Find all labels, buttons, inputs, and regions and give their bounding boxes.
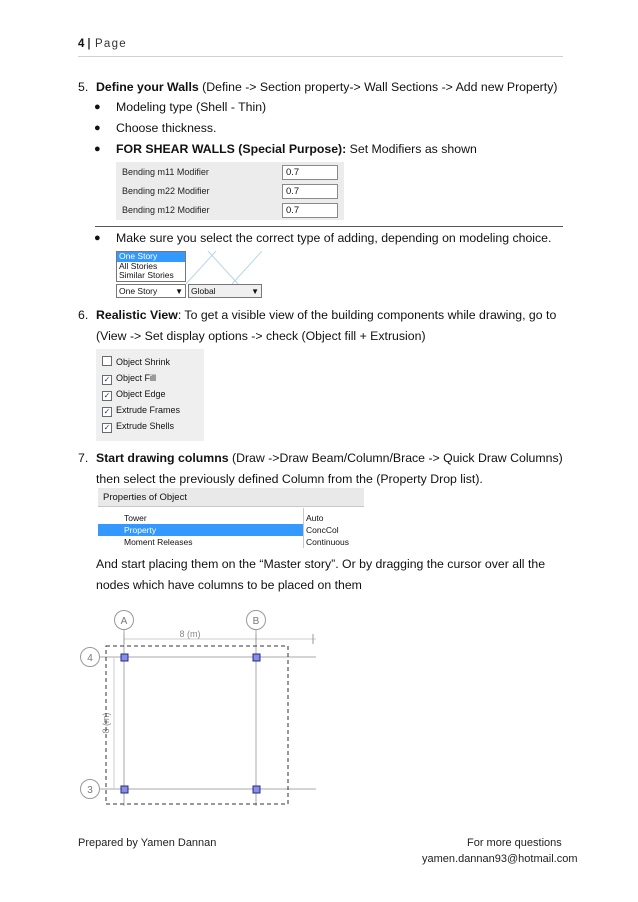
display-options-panel — [96, 349, 204, 441]
bullet-text: Make sure you select the correct type of adding, depending on modeling choice. — [116, 231, 552, 245]
modifiers-panel — [116, 162, 344, 220]
footer-author: Prepared by Yamen Dannan — [78, 837, 217, 849]
column-grid-drawing — [76, 606, 326, 806]
section-6-number: 6. — [78, 308, 89, 322]
grid-label-3: 3 — [87, 785, 93, 796]
checkbox-icon[interactable] — [102, 356, 112, 366]
property-value[interactable]: ConcCol — [304, 524, 364, 536]
footer-email[interactable]: yamen.dannan93@hotmail.com — [422, 853, 578, 865]
bullet-icon: ● — [94, 143, 101, 155]
page-header — [78, 38, 127, 50]
property-key: Tower — [124, 513, 147, 523]
option-label: Extrude Shells — [116, 421, 175, 431]
section-7-line2: then select the previously defined Column from the (Property Drop list). — [96, 472, 483, 486]
option-label: Extrude Frames — [116, 405, 181, 415]
modifier-input[interactable]: 0.7 — [282, 165, 338, 180]
option-object-shrink[interactable] — [102, 356, 170, 370]
option-extrude-shells[interactable] — [102, 420, 174, 434]
property-key: Property — [124, 525, 157, 535]
option-extrude-frames[interactable] — [102, 404, 180, 418]
properties-panel — [98, 488, 364, 548]
shear-walls-bold: FOR SHEAR WALLS (Special Purpose): — [116, 142, 347, 156]
page-number: 4 — [78, 38, 85, 50]
section-6-title: Realistic View — [96, 308, 178, 322]
section-5-path: (Define -> Section property-> Wall Sections -> Add new Property) — [198, 80, 558, 94]
property-value: Auto — [306, 513, 324, 523]
section-5-number: 5. — [78, 80, 89, 94]
bullet-icon: ● — [94, 232, 101, 244]
properties-divider — [303, 508, 304, 548]
coordinate-select[interactable] — [188, 284, 262, 298]
header-separator: | — [87, 38, 92, 50]
modifier-input[interactable]: 0.7 — [282, 203, 338, 218]
property-row-property[interactable] — [98, 524, 364, 536]
checkbox-checked-icon[interactable]: ✓ — [103, 375, 111, 384]
page-word: Page — [94, 38, 127, 50]
property-value: Continuous — [306, 537, 350, 547]
section-6-line1: : To get a visible view of the building components while drawing, go to — [177, 308, 557, 322]
properties-title: Properties of Object — [98, 488, 364, 507]
coordinate-select-value: Global — [191, 286, 216, 296]
section-7-title: Start drawing columns — [96, 451, 229, 465]
property-row-moment-releases[interactable] — [98, 536, 364, 548]
dropdown-arrow-icon: ▼ — [175, 287, 183, 296]
story-select[interactable] — [116, 284, 186, 298]
modifier-label: Bending m22 Modifier — [122, 186, 210, 196]
property-key: Moment Releases — [124, 537, 193, 547]
section-7-line4: nodes which have columns to be placed on them — [96, 578, 362, 592]
option-label: Object Shrink — [116, 357, 171, 367]
section-7-line3: And start placing them on the “Master story”. Or by dragging the cursor over all the — [96, 557, 546, 571]
option-one-story[interactable]: One Story — [117, 252, 185, 262]
modifier-row-m11 — [116, 163, 344, 182]
modifier-label: Bending m12 Modifier — [122, 205, 210, 215]
property-row-tower[interactable] — [98, 512, 364, 524]
shear-walls-text: Set Modifiers as shown — [346, 142, 477, 156]
grid-label-b: B — [252, 616, 260, 627]
background-lines — [186, 251, 262, 284]
grid-label-4: 4 — [87, 653, 93, 664]
checkbox-checked-icon[interactable]: ✓ — [103, 407, 111, 416]
section-7-number: 7. — [78, 451, 89, 465]
header-rule — [78, 56, 563, 57]
section-5-title: Define your Walls — [96, 80, 199, 94]
story-options-list — [116, 251, 186, 282]
option-label: Object Fill — [116, 373, 157, 383]
grid-label-a: A — [120, 616, 128, 627]
bullet-icon: ● — [94, 122, 101, 134]
option-object-fill[interactable] — [102, 372, 156, 386]
column-node[interactable] — [253, 786, 260, 793]
column-node[interactable] — [121, 654, 128, 661]
option-object-edge[interactable] — [102, 388, 166, 402]
column-node[interactable] — [121, 786, 128, 793]
section-7-line1: (Draw ->Draw Beam/Column/Brace -> Quick Draw Columns) — [228, 451, 563, 465]
modifier-row-m22 — [116, 182, 344, 201]
checkbox-checked-icon[interactable]: ✓ — [103, 423, 111, 432]
modifier-label: Bending m11 Modifier — [122, 167, 209, 177]
selection-box — [106, 646, 288, 804]
option-all-stories[interactable]: All Stories — [119, 260, 158, 271]
option-similar-stories[interactable]: Similar Stories — [119, 270, 174, 280]
bullet-text: Modeling type (Shell - Thin) — [116, 100, 267, 114]
bullet-icon: ● — [94, 101, 101, 113]
section-6-line2: (View -> Set display options -> check (Object fill + Extrusion) — [96, 329, 426, 343]
separator-rule — [95, 226, 563, 227]
column-node[interactable] — [253, 654, 260, 661]
dropdown-arrow-icon: ▼ — [251, 287, 259, 296]
checkbox-checked-icon[interactable]: ✓ — [103, 391, 111, 400]
story-dropdown-panel — [116, 251, 262, 301]
dimension-y-label: 8 (m) — [101, 712, 111, 734]
dimension-x-label: 8 (m) — [179, 629, 201, 639]
bullet-text: Choose thickness. — [116, 121, 217, 135]
modifier-input[interactable]: 0.7 — [282, 184, 338, 199]
story-select-value: One Story — [119, 286, 158, 296]
footer-questions: For more questions — [467, 837, 562, 849]
option-label: Object Edge — [116, 389, 166, 399]
modifier-row-m12 — [116, 201, 344, 220]
